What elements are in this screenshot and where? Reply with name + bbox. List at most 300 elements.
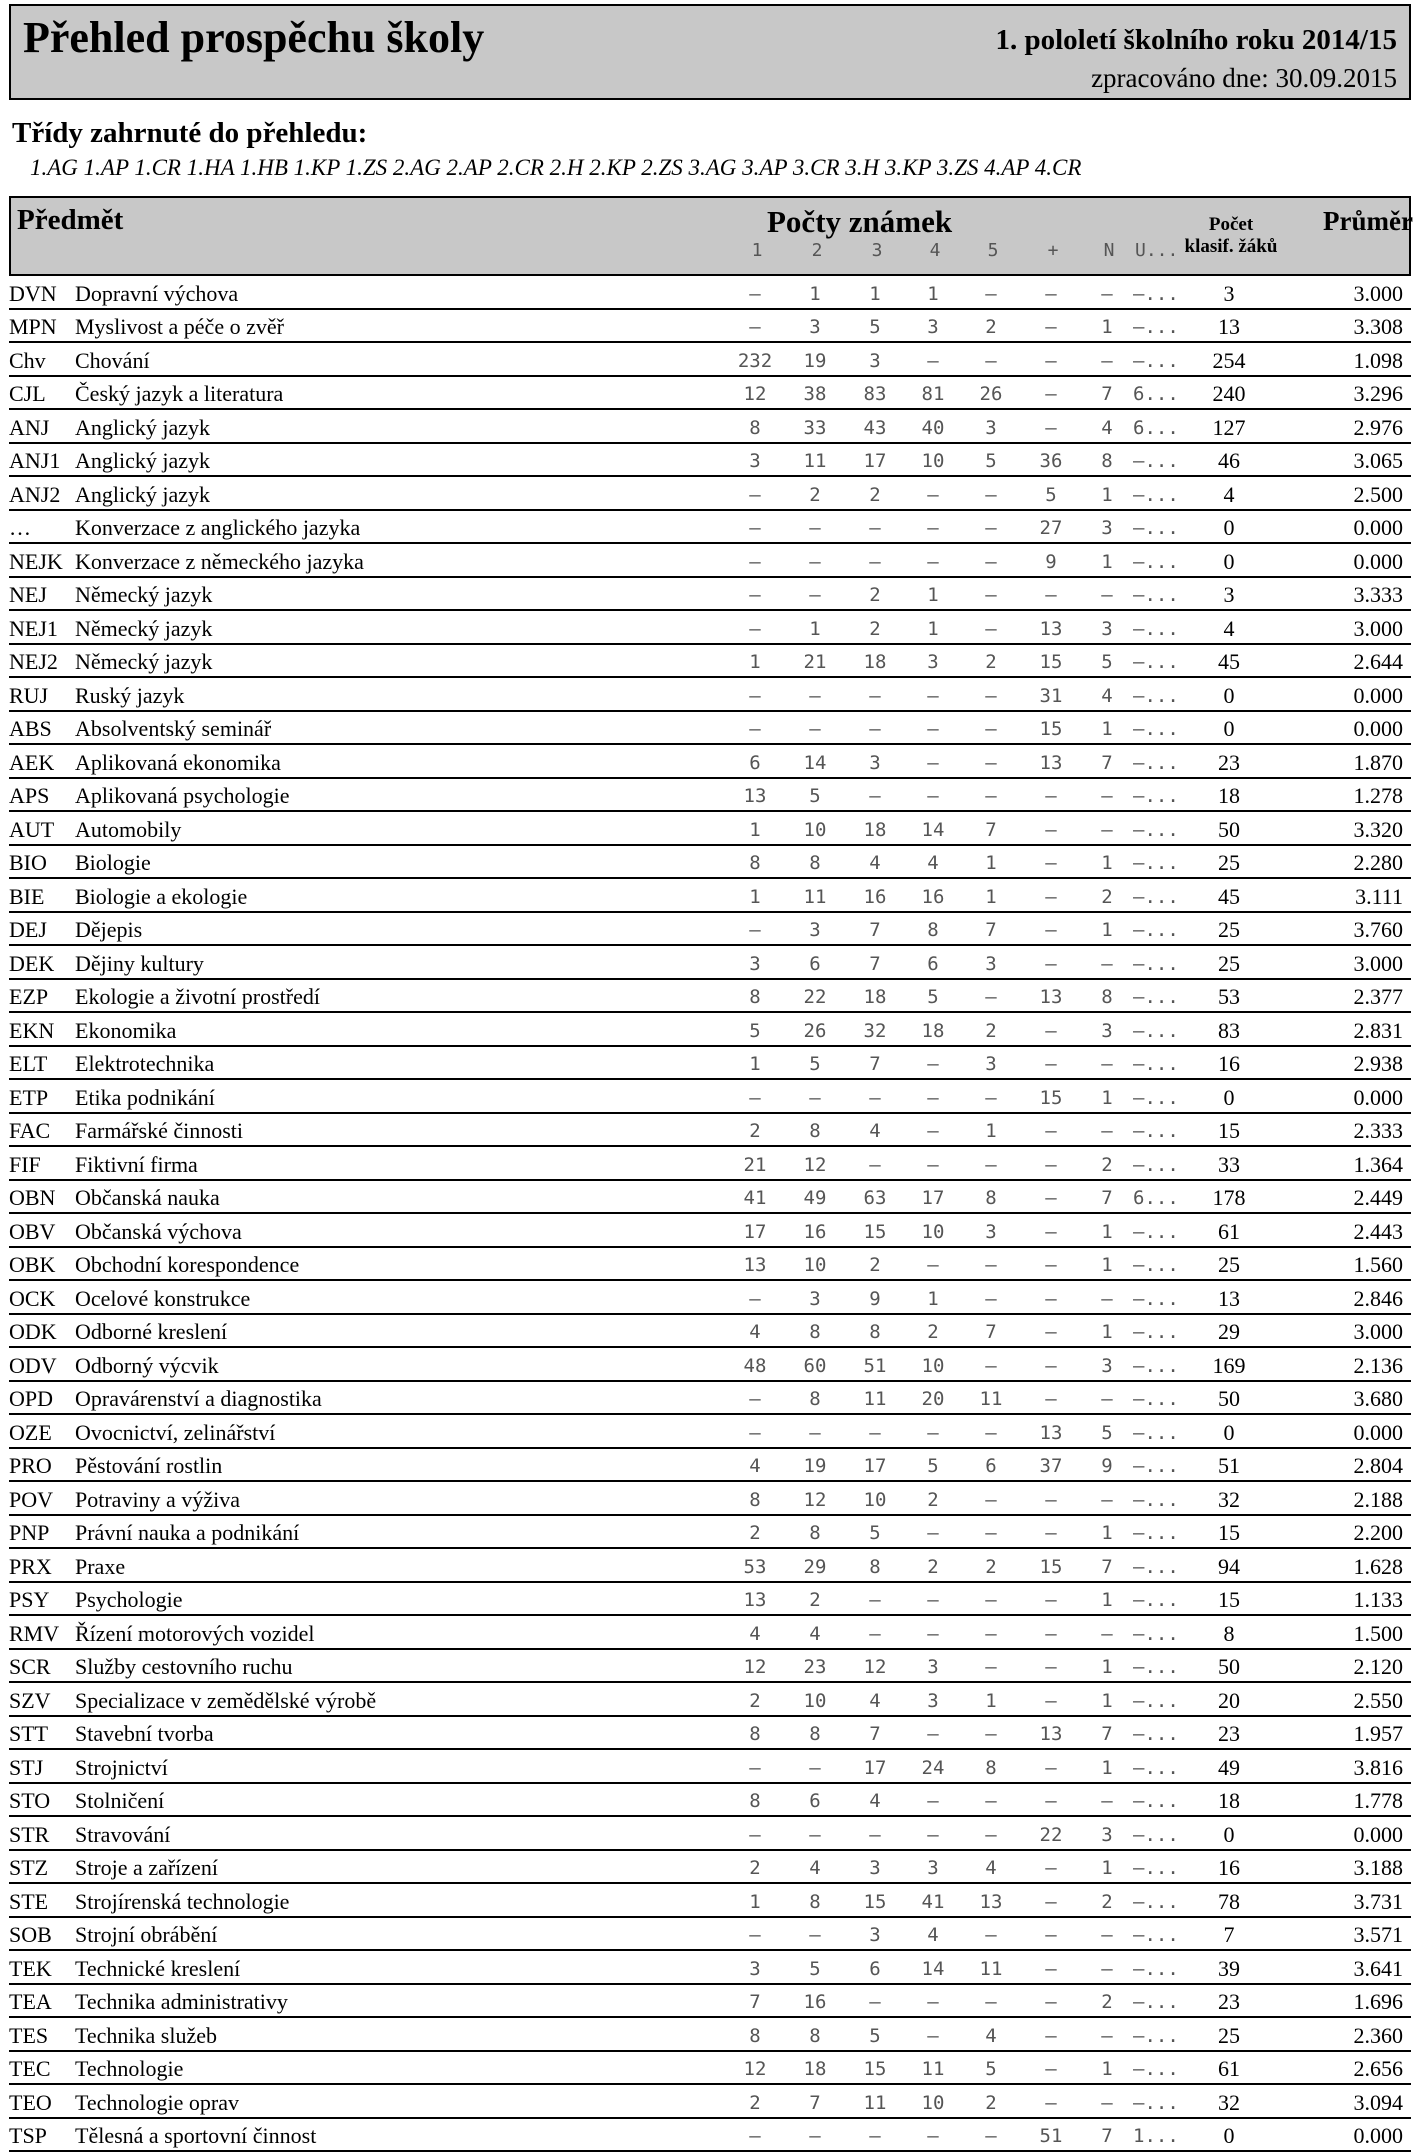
grade-count-4: – <box>927 684 939 707</box>
grade-header-4: 4 <box>929 240 941 261</box>
grade-count-plus: 31 <box>1039 684 1063 707</box>
subject-code: PSY <box>9 1587 50 1612</box>
classified-count: 0 <box>1223 548 1235 574</box>
grade-count-plus: – <box>1045 1589 1057 1611</box>
classified-count: 83 <box>1218 1017 1240 1043</box>
grade-count-3: 7 <box>869 919 881 941</box>
grade-count-u: –... <box>1133 1957 1179 1980</box>
grade-count-4: 2 <box>927 1321 939 1343</box>
average-column-header: Průměr <box>1323 206 1413 236</box>
grade-count-1: 3 <box>749 952 761 975</box>
grade-count-n: 8 <box>1101 986 1113 1008</box>
subject-name: Pěstování rostlin <box>75 1453 223 1478</box>
grade-count-plus: – <box>1045 919 1057 941</box>
grade-count-3: 2 <box>869 584 881 606</box>
subject-name: Automobily <box>75 816 182 842</box>
grade-count-u: –... <box>1133 1991 1179 2013</box>
grade-count-2: 8 <box>809 1321 821 1343</box>
classified-count: 25 <box>1218 1252 1240 1277</box>
subject-code: NEJK <box>9 548 63 574</box>
grade-count-u: –... <box>1133 2091 1179 2114</box>
grade-count-plus: – <box>1045 1756 1057 1779</box>
grade-count-n: 7 <box>1101 383 1113 405</box>
grade-count-4: 8 <box>927 919 939 941</box>
grade-count-2: 4 <box>809 1622 821 1645</box>
table-row <box>9 310 1411 344</box>
grade-count-2: 5 <box>809 1957 821 1980</box>
grade-count-2: 21 <box>803 651 827 673</box>
table-row <box>9 1248 1411 1282</box>
grade-count-4: – <box>927 1254 939 1276</box>
grade-count-5: – <box>985 349 997 372</box>
grade-count-u: –... <box>1133 1656 1179 1678</box>
subject-name: Německý jazyk <box>75 649 213 674</box>
grade-count-3: 4 <box>869 1689 881 1712</box>
table-row <box>9 1750 1411 1784</box>
classified-count: 78 <box>1218 1888 1240 1914</box>
subject-code: CJL <box>9 381 46 406</box>
subject-name: Obchodní korespondence <box>75 1252 300 1277</box>
grade-count-plus: 22 <box>1039 1823 1063 1846</box>
subject-code: EKN <box>9 1017 55 1043</box>
grade-count-4: 16 <box>921 885 945 908</box>
classified-count: 254 <box>1212 347 1246 373</box>
table-row <box>9 1650 1411 1684</box>
grade-count-plus: – <box>1045 584 1057 606</box>
grade-count-plus: – <box>1045 885 1057 908</box>
grade-count-5: – <box>985 1086 997 1109</box>
subject-name: Dějiny kultury <box>75 950 204 976</box>
grade-count-u: –... <box>1133 1086 1179 1109</box>
grade-count-u: –... <box>1133 1321 1179 1343</box>
classified-count: 4 <box>1223 481 1235 507</box>
classified-count: 25 <box>1218 950 1240 976</box>
grade-count-3: 16 <box>863 885 887 908</box>
grade-count-5: 4 <box>985 2024 997 2047</box>
table-row <box>9 1114 1411 1148</box>
grade-count-4: – <box>927 1421 939 1444</box>
grade-count-5: 3 <box>985 1053 997 1075</box>
grade-count-3: 4 <box>869 852 881 874</box>
subject-name: Etika podnikání <box>75 1084 215 1110</box>
grade-count-5: 8 <box>985 1187 997 1209</box>
subject-code: BIE <box>9 883 45 909</box>
grade-average: 1.278 <box>1353 783 1403 808</box>
classified-count: 25 <box>1218 917 1240 942</box>
grade-count-4: – <box>927 2125 939 2147</box>
grade-count-plus: – <box>1045 2058 1057 2080</box>
grade-count-1: 12 <box>743 1656 767 1678</box>
subject-name: Konverzace z anglického jazyka <box>75 515 361 540</box>
subject-code: STZ <box>9 1855 49 1880</box>
grade-count-2: 8 <box>809 1388 821 1410</box>
grade-count-5: 1 <box>985 1120 997 1142</box>
grade-count-1: 232 <box>737 349 773 372</box>
grade-count-plus: – <box>1045 1689 1057 1712</box>
grade-count-plus: 15 <box>1039 1086 1063 1109</box>
grade-count-3: – <box>869 517 881 539</box>
grade-average: 2.443 <box>1353 1218 1403 1244</box>
table-row <box>9 1482 1411 1516</box>
grade-count-4: – <box>927 718 939 740</box>
grade-count-1: 8 <box>749 1488 761 1511</box>
grade-count-3: 83 <box>863 383 887 405</box>
subject-code: ANJ1 <box>9 448 61 473</box>
subject-code: DVN <box>9 280 57 306</box>
classified-count: 33 <box>1218 1151 1240 1177</box>
grade-count-plus: 13 <box>1039 1421 1063 1444</box>
subject-name: Dopravní výchova <box>75 280 239 306</box>
grade-count-2: – <box>809 550 821 573</box>
grade-count-4: 81 <box>921 383 945 405</box>
grade-count-plus: – <box>1045 1656 1057 1678</box>
classified-count: 49 <box>1218 1754 1240 1780</box>
classified-count: 15 <box>1218 1587 1240 1612</box>
grade-count-4: – <box>927 785 939 807</box>
grade-count-n: 5 <box>1101 651 1113 673</box>
grade-count-n: 1 <box>1101 1756 1113 1779</box>
grade-count-3: 32 <box>863 1019 887 1042</box>
grade-count-n: – <box>1101 1790 1113 1812</box>
grade-count-u: –... <box>1133 1857 1179 1879</box>
classified-count: 46 <box>1218 448 1240 473</box>
subject-code: SCR <box>9 1654 51 1679</box>
grade-count-u: –... <box>1133 282 1179 305</box>
grade-count-n: 7 <box>1101 2125 1113 2147</box>
grade-count-2: 33 <box>803 416 827 439</box>
grade-average: 0.000 <box>1353 716 1403 741</box>
grade-count-plus: – <box>1045 785 1057 807</box>
grade-count-u: –... <box>1133 718 1179 740</box>
grade-count-5: – <box>985 1790 997 1812</box>
grade-count-2: – <box>809 2125 821 2147</box>
grade-count-u: –... <box>1133 1555 1179 1578</box>
classified-count: 23 <box>1218 749 1240 775</box>
grade-count-5: – <box>985 1287 997 1310</box>
grade-count-plus: – <box>1045 2091 1057 2114</box>
classified-count: 94 <box>1218 1553 1240 1579</box>
classified-count: 25 <box>1218 850 1240 875</box>
grade-count-3: – <box>869 2125 881 2147</box>
classified-count: 7 <box>1223 1922 1235 1947</box>
grade-count-n: – <box>1101 1287 1113 1310</box>
grade-count-plus: – <box>1045 282 1057 305</box>
subject-name: Anglický jazyk <box>75 481 211 507</box>
grade-count-4: 4 <box>927 852 939 874</box>
subject-code: SZV <box>9 1687 51 1713</box>
grade-average: 0.000 <box>1353 2123 1403 2148</box>
grade-count-3: 15 <box>863 1220 887 1243</box>
grade-count-plus: – <box>1045 1321 1057 1343</box>
classified-count: 23 <box>1218 1721 1240 1746</box>
grade-count-1: 21 <box>743 1153 767 1176</box>
grade-count-5: – <box>985 282 997 305</box>
table-row <box>9 812 1411 846</box>
classified-count: 3 <box>1223 582 1235 607</box>
grade-average: 3.188 <box>1353 1855 1403 1880</box>
grade-count-plus: – <box>1045 1120 1057 1142</box>
grade-average: 2.333 <box>1353 1118 1403 1143</box>
grade-count-3: 8 <box>869 1555 881 1578</box>
grade-average: 3.308 <box>1353 314 1403 339</box>
table-row <box>9 2119 1411 2153</box>
grade-count-2: 8 <box>809 1522 821 1544</box>
grade-count-4: – <box>927 1522 939 1544</box>
grade-count-3: 18 <box>863 986 887 1008</box>
grade-count-plus: 13 <box>1039 1723 1063 1745</box>
grade-count-3: 3 <box>869 751 881 774</box>
grade-count-2: 3 <box>809 316 821 338</box>
grade-count-u: –... <box>1133 349 1179 372</box>
subject-code: ABS <box>9 716 52 741</box>
grade-count-2: 2 <box>809 1589 821 1611</box>
grade-count-2: – <box>809 584 821 606</box>
grade-count-1: – <box>749 584 761 606</box>
classes-list: 1.AG 1.AP 1.CR 1.HA 1.HB 1.KP 1.ZS 2.AG 2.AP 2.CR 2.H 2.KP 2.ZS 3.AG 3.AP 3.CR 3.H 3.KP 3.ZS 4.AP 4.CR <box>30 155 1082 180</box>
grade-count-n: – <box>1101 2024 1113 2047</box>
grade-count-n: – <box>1101 282 1113 305</box>
grade-count-5: 5 <box>985 450 997 472</box>
classified-count: 3 <box>1223 280 1235 306</box>
grade-count-4: 1 <box>927 282 939 305</box>
grade-count-5: – <box>985 617 997 640</box>
grade-average: 1.364 <box>1353 1151 1403 1177</box>
classified-count: 23 <box>1218 1989 1240 2014</box>
grade-count-4: 14 <box>921 1957 945 1980</box>
grade-count-2: 5 <box>809 785 821 807</box>
table-row <box>9 1583 1411 1617</box>
grade-count-u: 1... <box>1133 2125 1179 2147</box>
report-title: Přehled prospěchu školy <box>23 13 485 62</box>
grade-count-3: – <box>869 550 881 573</box>
grade-count-u: –... <box>1133 1589 1179 1611</box>
grade-header-1: 1 <box>751 240 763 261</box>
grade-count-2: 23 <box>803 1656 827 1678</box>
grade-count-plus: – <box>1045 1622 1057 1645</box>
grade-count-n: – <box>1101 1924 1113 1946</box>
grade-count-u: –... <box>1133 1756 1179 1779</box>
grade-count-4: 18 <box>921 1019 945 1042</box>
grade-count-2: 11 <box>803 450 827 472</box>
grade-count-u: –... <box>1133 1689 1179 1712</box>
subject-code: TEC <box>9 2056 51 2081</box>
grade-count-1: 12 <box>743 383 767 405</box>
subject-code: TSP <box>9 2123 47 2148</box>
classified-count: 45 <box>1218 883 1240 909</box>
grade-header-plus: + <box>1047 240 1059 261</box>
table-row <box>9 1449 1411 1483</box>
subject-name: Fiktivní firma <box>75 1151 198 1177</box>
grade-count-2: – <box>809 718 821 740</box>
classified-count: 15 <box>1218 1520 1240 1545</box>
grade-count-2: 38 <box>803 383 827 405</box>
grade-header-u: U... <box>1135 240 1179 261</box>
grade-count-3: – <box>869 1421 881 1444</box>
grade-count-3: 18 <box>863 818 887 841</box>
grade-count-1: – <box>749 483 761 506</box>
subject-name: Absolventský seminář <box>75 716 272 741</box>
grade-count-plus: – <box>1045 316 1057 338</box>
classified-count: 127 <box>1212 414 1246 440</box>
grade-count-3: 12 <box>863 1656 887 1678</box>
grade-average: 2.976 <box>1353 414 1403 440</box>
subject-code: TES <box>9 2022 49 2048</box>
classified-count: 53 <box>1218 984 1240 1009</box>
subject-code: ETP <box>9 1084 49 1110</box>
grade-count-u: –... <box>1133 1622 1179 1645</box>
subject-code: OBV <box>9 1218 56 1244</box>
grade-count-5: 5 <box>985 2058 997 2080</box>
subject-name: Dějepis <box>75 917 143 942</box>
classified-count-header-line2: klasif. žáků <box>1184 236 1278 257</box>
grade-count-2: 18 <box>803 2058 827 2080</box>
grade-average: 2.938 <box>1353 1051 1403 1076</box>
grade-count-u: –... <box>1133 1254 1179 1276</box>
classified-count: 0 <box>1223 515 1235 540</box>
grade-count-plus: – <box>1045 952 1057 975</box>
grade-count-plus: – <box>1045 1187 1057 1209</box>
grade-count-u: –... <box>1133 316 1179 338</box>
grade-average: 2.656 <box>1353 2056 1403 2081</box>
grade-count-3: 7 <box>869 1723 881 1745</box>
subject-code: PRO <box>9 1453 52 1478</box>
grade-count-plus: – <box>1045 852 1057 874</box>
subject-code: TEO <box>9 2089 52 2115</box>
subject-code: ANJ <box>9 414 50 440</box>
subject-name: Specializace v zemědělské výrobě <box>75 1687 377 1713</box>
grade-count-5: 8 <box>985 1756 997 1779</box>
grade-count-2: 8 <box>809 1890 821 1913</box>
grade-count-4: – <box>927 1086 939 1109</box>
grade-count-n: 1 <box>1101 1857 1113 1879</box>
grade-count-u: –... <box>1133 852 1179 874</box>
grade-average: 3.296 <box>1353 381 1403 406</box>
processed-date: zpracováno dne: 30.09.2015 <box>1091 63 1397 93</box>
grade-count-n: – <box>1101 1488 1113 1511</box>
subject-name: Anglický jazyk <box>75 414 211 440</box>
grade-count-u: –... <box>1133 1354 1179 1377</box>
grade-count-3: 8 <box>869 1321 881 1343</box>
table-row <box>9 444 1411 478</box>
subject-name: Elektrotechnika <box>75 1051 215 1076</box>
grade-count-2: 19 <box>803 1455 827 1477</box>
grade-count-3: 2 <box>869 483 881 506</box>
subject-code: DEJ <box>9 917 47 942</box>
classified-count: 50 <box>1218 1386 1240 1411</box>
grade-count-2: 3 <box>809 919 821 941</box>
grade-average: 2.644 <box>1353 649 1403 674</box>
grade-count-5: 2 <box>985 316 997 338</box>
subject-name: Odborný výcvik <box>75 1352 219 1378</box>
grade-count-u: –... <box>1133 1120 1179 1142</box>
grade-count-4: 3 <box>927 651 939 673</box>
subject-table-body <box>9 276 1411 2152</box>
grade-count-1: 4 <box>749 1622 761 1645</box>
subject-name: Ocelové konstrukce <box>75 1285 251 1311</box>
grade-count-5: – <box>985 785 997 807</box>
grade-count-n: 1 <box>1101 1522 1113 1544</box>
grade-count-1: – <box>749 684 761 707</box>
grade-count-4: 2 <box>927 1555 939 1578</box>
subject-code: TEA <box>9 1989 52 2014</box>
grade-average: 2.120 <box>1353 1654 1403 1679</box>
grade-count-3: – <box>869 1823 881 1846</box>
grade-count-4: 10 <box>921 2091 945 2114</box>
grade-count-5: – <box>985 517 997 539</box>
table-row <box>9 645 1411 679</box>
grade-count-4: 24 <box>921 1756 945 1779</box>
grade-count-plus: 27 <box>1039 517 1063 539</box>
grade-count-3: 17 <box>863 1756 887 1779</box>
grade-count-4: 10 <box>921 1354 945 1377</box>
grade-count-n: 7 <box>1101 751 1113 774</box>
table-row <box>9 2052 1411 2086</box>
classified-count: 0 <box>1223 716 1235 741</box>
grade-count-n: 7 <box>1101 1723 1113 1745</box>
table-row <box>9 1382 1411 1416</box>
grade-count-n: 2 <box>1101 1153 1113 1176</box>
subject-name: Praxe <box>75 1553 126 1579</box>
subject-code: AEK <box>9 749 55 775</box>
grade-count-1: 8 <box>749 986 761 1008</box>
grade-count-u: –... <box>1133 550 1179 573</box>
subject-code: STT <box>9 1721 49 1746</box>
grade-count-4: – <box>927 1153 939 1176</box>
grade-count-5: – <box>985 751 997 774</box>
grade-count-1: 3 <box>749 1957 761 1980</box>
grade-count-plus: – <box>1045 1857 1057 1879</box>
grade-count-plus: – <box>1045 1287 1057 1310</box>
grade-count-plus: – <box>1045 1354 1057 1377</box>
subject-code: RMV <box>9 1620 60 1646</box>
grade-count-5: 4 <box>985 1857 997 1879</box>
grade-count-n: 3 <box>1101 617 1113 640</box>
subject-code: OZE <box>9 1419 52 1445</box>
grade-count-n: – <box>1101 785 1113 807</box>
grade-average: 2.188 <box>1353 1486 1403 1512</box>
grade-count-1: 8 <box>749 852 761 874</box>
subject-name: Stavební tvorba <box>75 1721 214 1746</box>
grade-count-5: – <box>985 483 997 506</box>
classified-count: 169 <box>1212 1352 1246 1378</box>
grade-count-u: –... <box>1133 1522 1179 1544</box>
grade-count-n: 1 <box>1101 1220 1113 1243</box>
grade-count-3: 3 <box>869 1857 881 1879</box>
grade-count-3: 7 <box>869 1053 881 1075</box>
grade-count-u: 6... <box>1133 1187 1179 1209</box>
table-row <box>9 745 1411 779</box>
grade-count-u: 6... <box>1133 416 1179 439</box>
subject-name: Aplikovaná ekonomika <box>75 749 281 775</box>
subject-code: STE <box>9 1888 49 1914</box>
grade-count-4: 10 <box>921 450 945 472</box>
table-row <box>9 980 1411 1014</box>
grade-count-1: 13 <box>743 1254 767 1276</box>
subject-name: Anglický jazyk <box>75 448 211 473</box>
grade-count-2: 8 <box>809 1120 821 1142</box>
grade-count-plus: 15 <box>1039 718 1063 740</box>
grade-count-2: – <box>809 1421 821 1444</box>
grade-count-1: 4 <box>749 1455 761 1477</box>
subject-name: Technika služeb <box>75 2022 218 2048</box>
grade-count-5: 7 <box>985 1321 997 1343</box>
grade-count-4: – <box>927 483 939 506</box>
grade-count-u: –... <box>1133 751 1179 774</box>
grade-count-n: 4 <box>1101 684 1113 707</box>
subject-name: Ekologie a životní prostředí <box>75 984 320 1009</box>
subject-name: Tělesná a sportovní činnost <box>75 2123 317 2148</box>
subject-name: Strojní obrábění <box>75 1922 218 1947</box>
